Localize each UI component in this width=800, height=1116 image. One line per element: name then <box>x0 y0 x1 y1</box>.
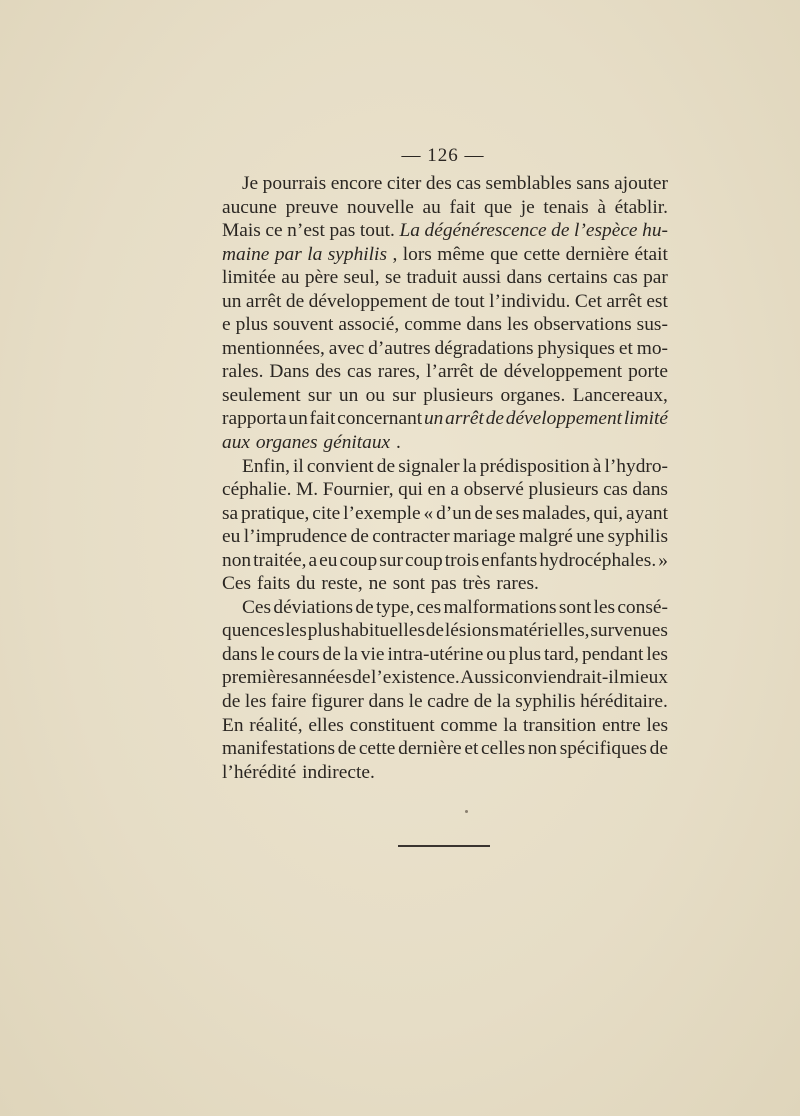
word: souvent <box>273 314 334 336</box>
word: de <box>352 667 371 689</box>
word: organes <box>255 432 318 454</box>
word: Fournier, <box>322 479 394 501</box>
word: la <box>307 243 323 265</box>
word: avec <box>328 337 365 359</box>
word: limitée <box>222 267 276 289</box>
word: mieux <box>619 667 668 689</box>
word: mentionnées, <box>222 337 325 359</box>
word: à <box>597 196 606 218</box>
word: déviations <box>273 596 354 618</box>
text-line <box>222 596 668 620</box>
word: traduit <box>406 267 458 289</box>
word: l’hydro- <box>604 455 668 477</box>
word: à <box>592 455 602 477</box>
word: d’autres <box>368 337 431 359</box>
text-line <box>222 196 668 220</box>
word: La <box>399 220 420 242</box>
word: survenues <box>590 620 668 642</box>
word: enfants <box>481 549 538 571</box>
text-line <box>222 290 668 314</box>
text-line <box>222 525 668 549</box>
text-line <box>222 455 668 479</box>
word: limité <box>623 408 668 430</box>
text-line <box>222 219 668 243</box>
word: cas <box>346 361 372 383</box>
text-line <box>222 643 668 667</box>
text-line <box>222 619 668 643</box>
word: ou <box>486 643 506 665</box>
word: les <box>646 714 668 736</box>
word: les <box>244 691 267 713</box>
word: dernière <box>398 738 462 760</box>
word: plus <box>235 314 268 336</box>
word: dans <box>506 267 543 289</box>
text-line <box>222 337 668 361</box>
word: la <box>496 691 511 713</box>
word: arrêt <box>606 290 642 312</box>
word: citer <box>386 173 422 194</box>
word: seulement <box>222 384 301 406</box>
word: au <box>281 267 300 289</box>
word: aussi <box>462 267 502 289</box>
word: sur <box>379 549 403 571</box>
word: il <box>293 455 304 477</box>
text-line <box>222 431 668 455</box>
word: un <box>423 408 444 430</box>
word: de <box>425 620 445 642</box>
word: se <box>384 267 402 289</box>
word: elles <box>308 714 344 736</box>
word: était <box>634 243 668 265</box>
word: constituent <box>349 714 435 736</box>
word: ces <box>416 596 442 618</box>
word: dégradations <box>434 337 534 359</box>
word: mariage <box>453 526 516 548</box>
word: de <box>355 596 374 618</box>
word: syphilis <box>515 691 576 713</box>
word: céphalie. <box>222 479 292 501</box>
word: développement <box>308 290 428 312</box>
word: contracter <box>372 526 450 548</box>
word: génitaux <box>323 432 391 454</box>
word: . <box>395 432 401 454</box>
word: l’hérédité <box>222 761 297 783</box>
word: Mais <box>222 220 261 242</box>
text-line <box>222 384 668 408</box>
word: arrêt <box>445 408 484 430</box>
word: d’un <box>436 502 472 524</box>
word: des <box>425 173 452 194</box>
word: prédisposition <box>479 455 590 477</box>
word: de <box>551 220 570 242</box>
word: signaler <box>398 455 460 477</box>
word: premières <box>222 667 299 689</box>
word: de <box>473 691 493 713</box>
word: et <box>618 337 633 359</box>
word: mo- <box>636 337 668 359</box>
word: malformations <box>443 596 557 618</box>
word: eu <box>222 526 241 548</box>
word: de <box>350 526 369 548</box>
word: tenais <box>543 196 589 218</box>
word: certains <box>547 267 608 289</box>
word: plusieurs <box>423 384 494 406</box>
word: coup <box>339 549 378 571</box>
word: de <box>337 738 357 760</box>
word: dans <box>466 314 502 336</box>
word: n’est <box>287 220 325 242</box>
word: les <box>593 596 616 618</box>
word: plusieurs <box>528 479 599 501</box>
text-line <box>222 478 668 502</box>
word: tout. <box>359 220 395 242</box>
word: Cet <box>574 290 602 312</box>
word: Je <box>242 173 259 194</box>
word: ne <box>368 573 387 595</box>
text-line <box>222 714 668 738</box>
word: plus <box>508 643 541 665</box>
text-line <box>222 360 668 384</box>
word: tout <box>454 290 485 312</box>
word: M. <box>296 479 319 501</box>
word: quences <box>222 620 285 642</box>
word: les <box>646 643 668 665</box>
text-line <box>222 243 668 267</box>
word: faire <box>271 691 307 713</box>
word: sont <box>392 573 426 595</box>
word: même <box>437 243 485 265</box>
word: années <box>298 667 352 689</box>
word: porte <box>628 361 668 383</box>
word: cadre <box>427 691 470 713</box>
word: ou <box>365 384 385 406</box>
word: je <box>520 196 535 218</box>
word: syphilis <box>327 243 387 265</box>
word: que <box>484 196 513 218</box>
word: en <box>427 479 446 501</box>
word: l’imprudence <box>243 526 348 548</box>
ink-speck <box>465 810 468 813</box>
text-line <box>222 737 668 761</box>
word: aux <box>222 432 250 454</box>
word: transition <box>522 714 597 736</box>
word: sur <box>392 384 416 406</box>
body-text <box>222 172 668 784</box>
word: dans <box>222 643 258 665</box>
word: rales. <box>222 361 264 383</box>
word: les <box>285 620 307 642</box>
text-line <box>222 407 668 431</box>
word: dans <box>368 691 404 713</box>
word: intra-utérine <box>387 643 484 665</box>
word: l’individu. <box>489 290 571 312</box>
word: preuve <box>285 196 339 218</box>
word: semblables <box>485 173 572 194</box>
word: habituelles <box>340 620 425 642</box>
page-number: — 126 — <box>401 145 485 166</box>
word: la <box>343 643 358 665</box>
word: figurer <box>311 691 364 713</box>
word: spécifiques <box>559 738 647 760</box>
word: En <box>222 714 244 736</box>
word: pas <box>430 573 457 595</box>
word: physiques <box>537 337 615 359</box>
end-rule <box>398 845 490 847</box>
word: hydrocéphales. <box>539 549 657 571</box>
word: sans <box>576 173 610 194</box>
word: indirecte. <box>302 761 375 783</box>
word: cas <box>613 267 638 289</box>
word: fait <box>309 408 336 430</box>
word: de <box>431 290 450 312</box>
word: matérielles, <box>499 620 590 642</box>
word: sont <box>558 596 592 618</box>
word: conviendrait-il <box>504 667 620 689</box>
word: par <box>274 243 302 265</box>
word: Enfin, <box>242 455 290 477</box>
word: rapporta <box>222 408 287 430</box>
word: établir. <box>614 196 668 218</box>
word: vie <box>360 643 385 665</box>
word: est <box>646 290 668 312</box>
word: reste, <box>321 573 363 595</box>
word: des <box>315 361 342 383</box>
word: cas <box>456 173 482 194</box>
word: non <box>527 738 557 760</box>
word: seul, <box>343 267 380 289</box>
word: consé- <box>617 596 668 618</box>
word: e <box>222 314 231 336</box>
word: par <box>643 267 668 289</box>
word: maine <box>222 243 270 265</box>
word: coup <box>405 549 443 571</box>
word: que <box>490 243 519 265</box>
word: très <box>462 573 491 595</box>
word: un <box>222 290 242 312</box>
word: qui <box>398 479 423 501</box>
word: arrêt <box>245 290 282 312</box>
text-line <box>222 172 668 196</box>
word: développement <box>505 408 623 430</box>
word: associé, <box>338 314 400 336</box>
word: comme <box>440 714 498 736</box>
word: non <box>222 549 252 571</box>
word: aucune <box>222 196 277 218</box>
word: héréditaire. <box>580 691 668 713</box>
word: Aussi <box>460 667 505 689</box>
word: cours <box>277 643 320 665</box>
word: comme <box>404 314 462 336</box>
text-line <box>222 761 668 785</box>
word: organes. <box>500 384 566 406</box>
text-line <box>222 266 668 290</box>
word: de <box>285 290 305 312</box>
word: ce <box>265 220 283 242</box>
word: lors <box>402 243 432 265</box>
word: dernière <box>565 243 630 265</box>
word: type, <box>375 596 415 618</box>
word: eu <box>319 549 338 571</box>
text-line <box>222 572 668 596</box>
word: trois <box>444 549 480 571</box>
word: père <box>304 267 339 289</box>
word: du <box>296 573 316 595</box>
word: l’arrêt <box>426 361 474 383</box>
word: ajouter <box>614 173 668 194</box>
word: qui, <box>593 502 624 524</box>
word: a <box>308 549 318 571</box>
word: « <box>423 502 434 524</box>
word: syphilis <box>607 526 668 548</box>
word: et <box>464 738 479 760</box>
word: une <box>576 526 605 548</box>
word: l’exemple <box>343 502 421 524</box>
word: pas <box>329 220 356 242</box>
word: pratique, <box>241 502 310 524</box>
word: entre <box>601 714 641 736</box>
word: convient <box>306 455 374 477</box>
word: dans <box>632 479 668 501</box>
word: pourrais <box>262 173 327 194</box>
word: sa <box>222 502 239 524</box>
word: rares. <box>496 573 539 595</box>
word: développement <box>503 361 623 383</box>
word: un <box>338 384 359 406</box>
text-line <box>222 690 668 714</box>
word: la <box>503 714 518 736</box>
word: au <box>422 196 441 218</box>
word: l’existence. <box>370 667 460 689</box>
word: lésions <box>444 620 499 642</box>
word: rares, <box>377 361 421 383</box>
word: faits <box>256 573 291 595</box>
word: sur <box>307 384 332 406</box>
word: malgré <box>519 526 573 548</box>
word: hu- <box>642 220 668 242</box>
word: les <box>507 314 529 336</box>
word: dégénérescence <box>424 220 547 242</box>
word: de <box>222 691 241 713</box>
word: de <box>479 361 498 383</box>
word: encore <box>330 173 383 194</box>
word: Lancereaux, <box>572 384 668 406</box>
word: sus- <box>636 314 668 336</box>
word: a <box>450 479 459 501</box>
word: cette <box>523 243 561 265</box>
word: de <box>376 455 396 477</box>
word: concernant <box>337 408 423 430</box>
word: le <box>408 691 423 713</box>
word: nouvelle <box>347 196 414 218</box>
word: observations <box>533 314 632 336</box>
word: fait <box>449 196 476 218</box>
word: ses <box>495 502 520 524</box>
word: le <box>260 643 275 665</box>
word: , <box>392 243 398 265</box>
word: pendant <box>581 643 644 665</box>
text-line <box>222 666 668 690</box>
word: malades, <box>522 502 591 524</box>
word: tard, <box>543 643 579 665</box>
word: cite <box>312 502 341 524</box>
word: la <box>462 455 477 477</box>
word: Dans <box>269 361 310 383</box>
word: de <box>485 408 504 430</box>
word: de <box>322 643 341 665</box>
text-line <box>222 313 668 337</box>
text-line <box>222 549 668 573</box>
word: réalité, <box>249 714 303 736</box>
word: cas <box>603 479 628 501</box>
word: Ces <box>242 596 272 618</box>
text-line <box>222 502 668 526</box>
word: observé <box>463 479 524 501</box>
word: cette <box>358 738 396 760</box>
word: plus <box>307 620 341 642</box>
word: manifestations <box>222 738 336 760</box>
word: Ces <box>222 573 252 595</box>
word: ayant <box>625 502 668 524</box>
word: de <box>474 502 493 524</box>
word: un <box>288 408 308 430</box>
word: de <box>649 738 668 760</box>
word: » <box>658 549 668 571</box>
word: traitée, <box>253 549 307 571</box>
word: celles <box>481 738 526 760</box>
word: l’espèce <box>574 220 638 242</box>
